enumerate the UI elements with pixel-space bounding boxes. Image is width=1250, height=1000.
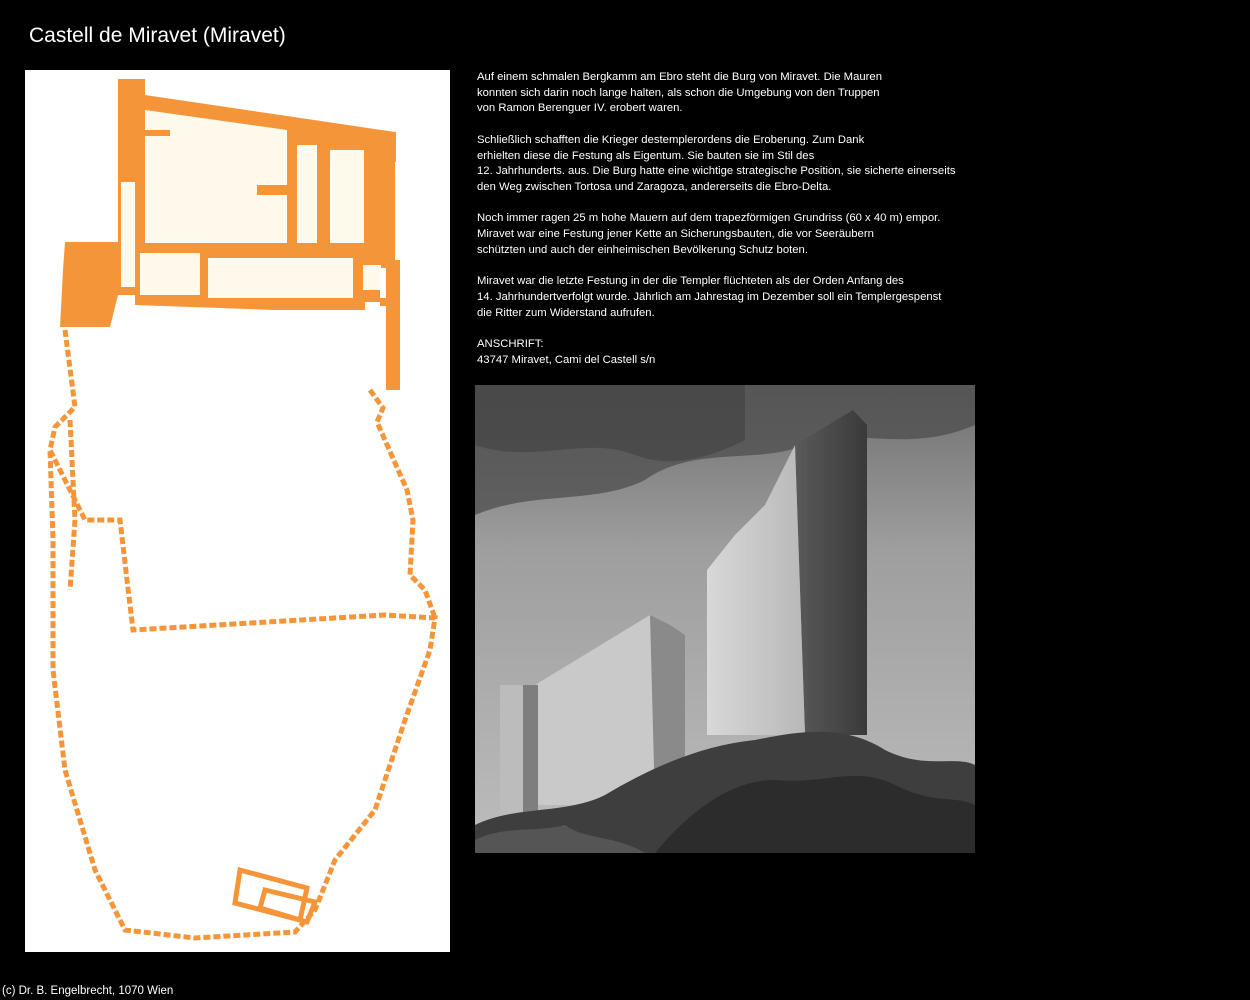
address-value: 43747 Miravet, Cami del Castell s/n [477, 353, 656, 366]
outer-enclosure [50, 330, 435, 938]
paragraph-1: Auf einem schmalen Bergkamm am Ebro steht die Burg von Miravet. Die Mauren konnten sich darin noch lange halten, als schon die Umgebung von den Truppen von Ramon Berenguer IV. erobert waren. [477, 71, 882, 115]
paragraph-4: Miravet war die letzte Festung in der die Templer flüchteten als der Orden Anfang des 14. Jahrhundertverfolgt wurde. Jährlich am Jahrestag im Dezember soll ein Templergespenst die Ritter zum Widerstand aufrufen. [477, 275, 942, 319]
address-block [477, 337, 1017, 368]
page-title: Castell de Miravet (Miravet) [29, 24, 286, 47]
paragraph-3: Noch immer ragen 25 m hohe Mauern auf dem trapezförmigen Grundriss (60 x 40 m) empor. Miravet war eine Festung jener Kette an Sicherungsbauten, die vor Seeräubern schützten und auch der einheimischen Bevölkerung Schutz boten. [477, 212, 941, 256]
enclosure-annex [235, 870, 315, 922]
castle-photo [475, 385, 975, 853]
description-text [477, 70, 1017, 368]
floor-plan [25, 70, 450, 952]
floor-plan-drawing [25, 70, 450, 952]
footer-copyright: (c) Dr. B. Engelbrecht, 1070 Wien [2, 985, 174, 997]
paragraph-2: Schließlich schafften die Krieger destemplerordens die Eroberung. Zum Dank erhielten diese die Festung als Eigentum. Sie bauten sie im Stil des 12. Jahrhunderts. aus. Die Burg hatte eine wichtige strategische Position, sie sicherte einerseits den Weg zwischen Tortosa und Zaragoza, andererseits die Ebro-Delta. [477, 133, 956, 193]
address-label: ANSCHRIFT: [477, 337, 544, 350]
castle-photo-drawing [475, 385, 975, 853]
